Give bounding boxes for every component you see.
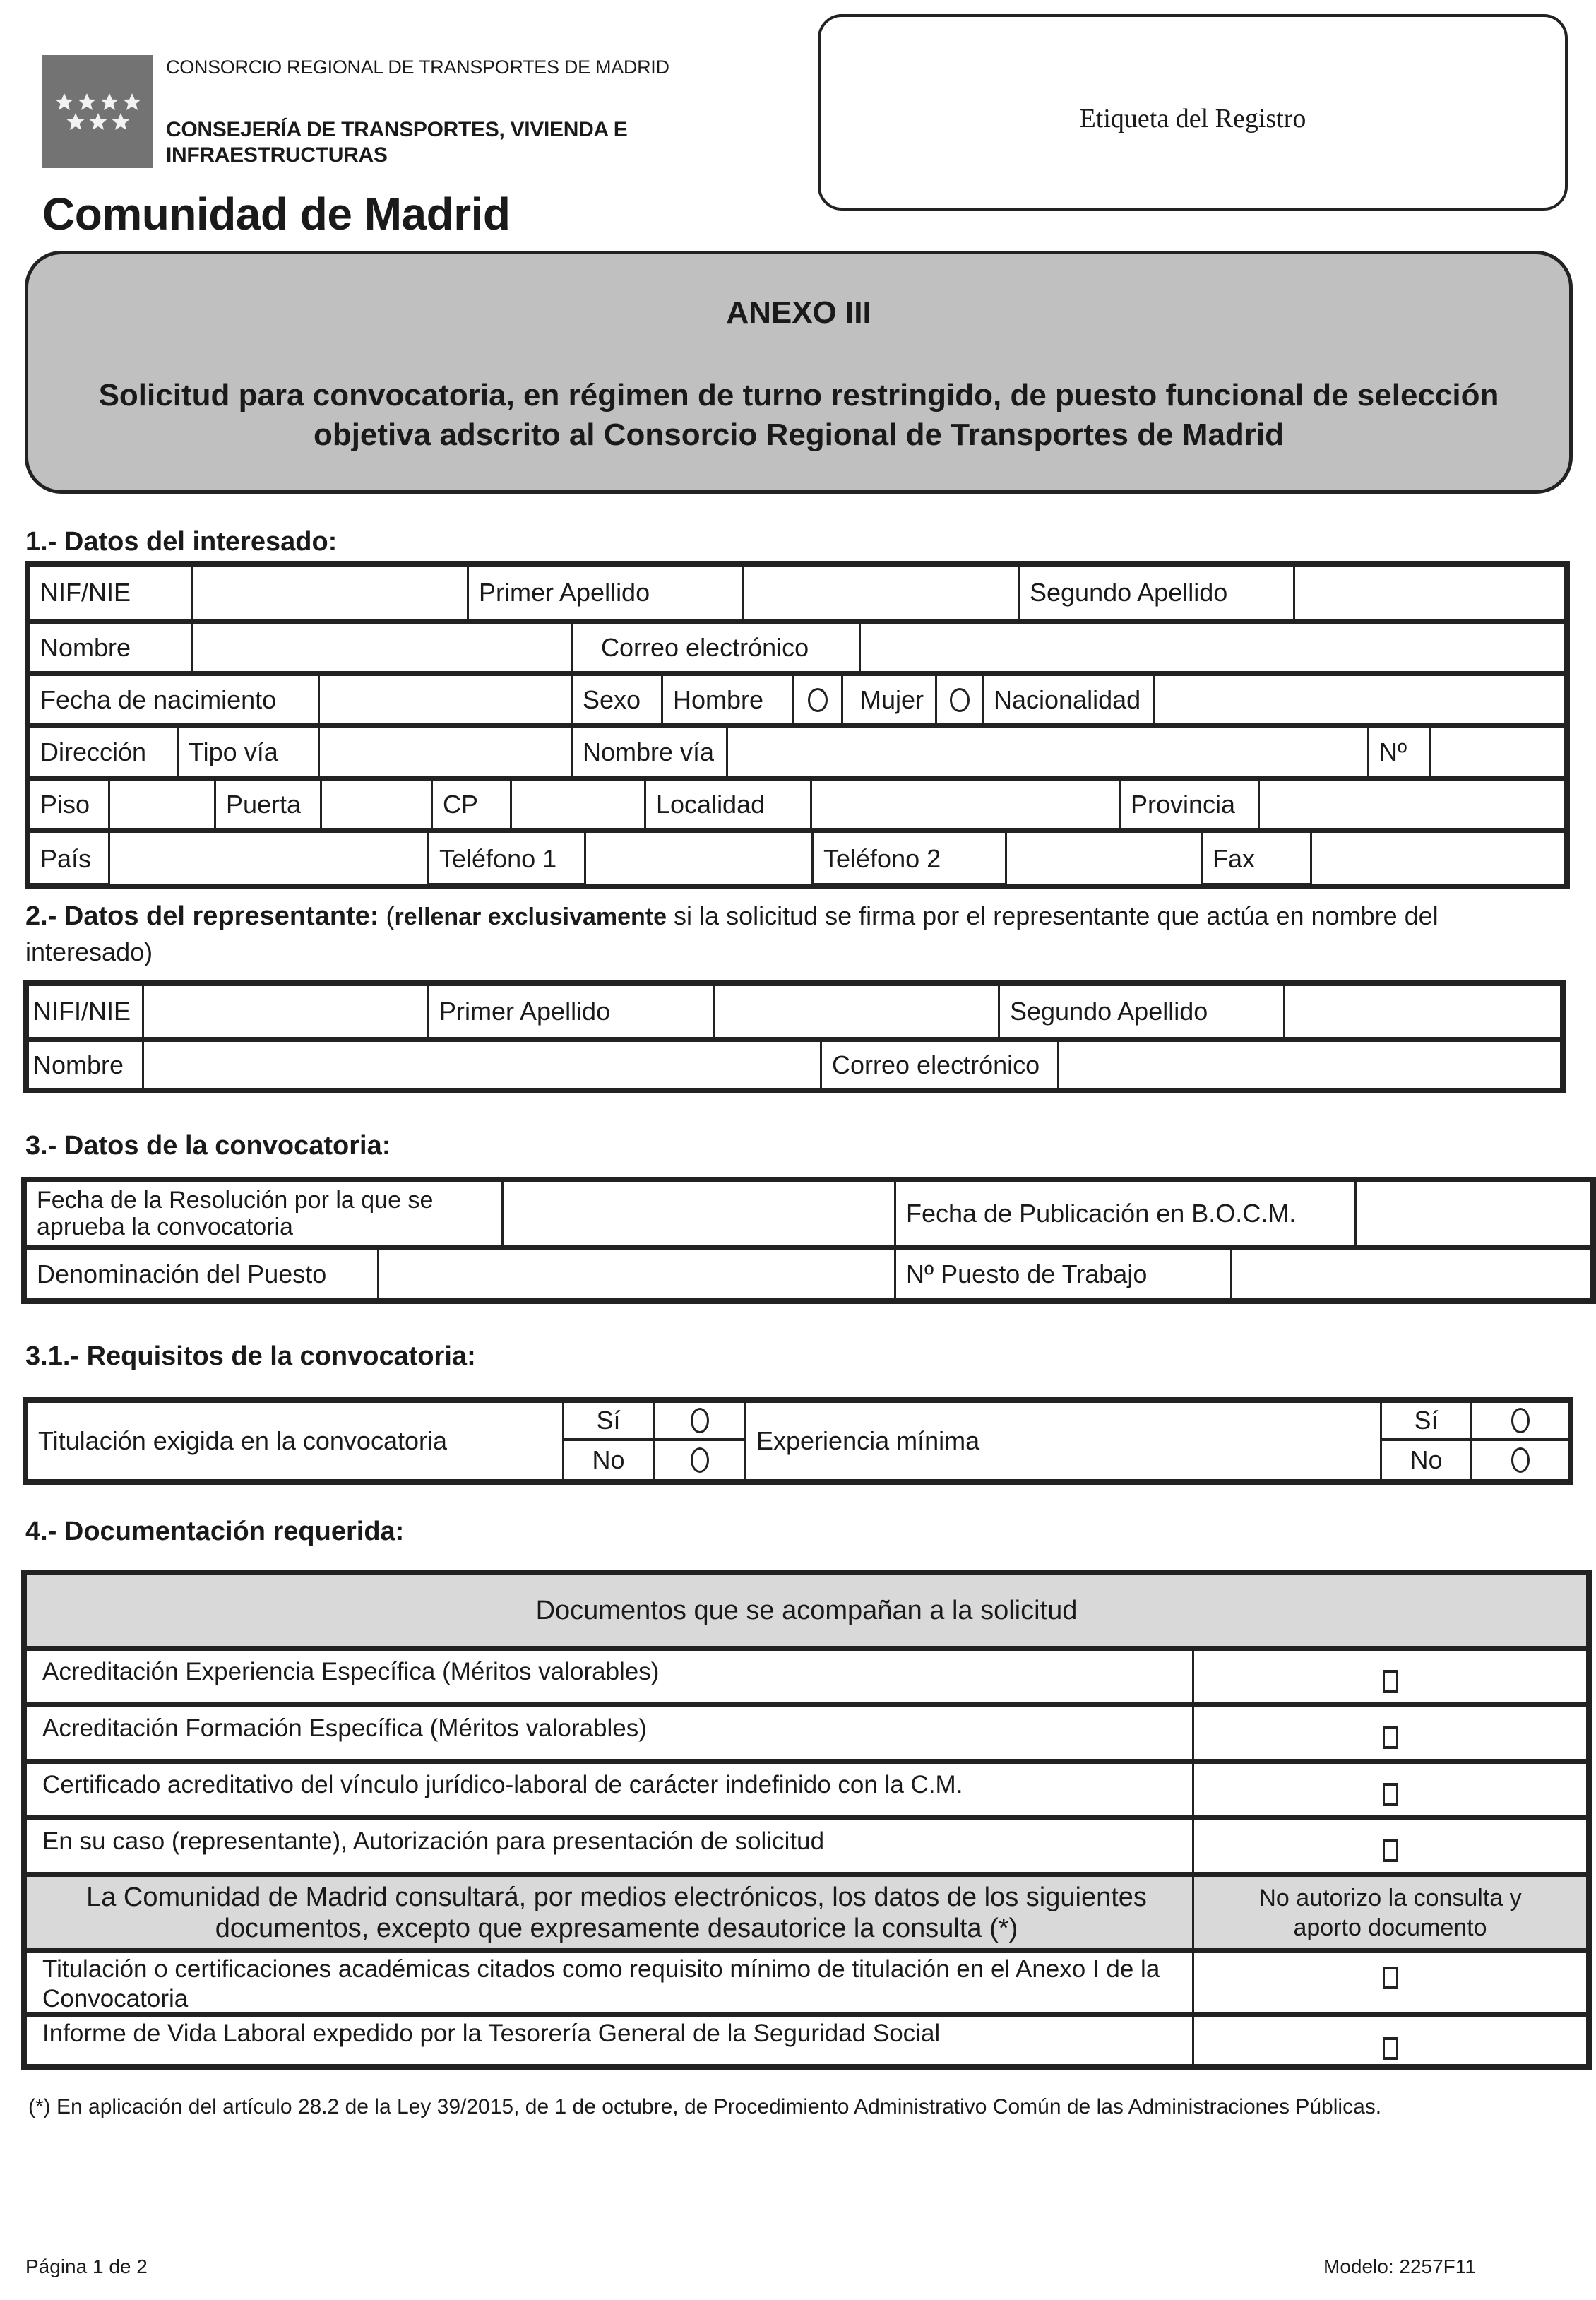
consult-column-header: No autorizo la consulta y aporto documento [1192, 1877, 1586, 1948]
nif-input[interactable] [191, 567, 467, 619]
section3-heading: 3.- Datos de la convocatoria: [25, 1131, 391, 1161]
titulacion-no-label: No [592, 1445, 625, 1474]
puerta-input[interactable] [320, 781, 431, 828]
hombre-label: Hombre [661, 676, 792, 723]
doc-label: Certificado acreditativo del vínculo jurídico-laboral de carácter indefinido con la C.M. [42, 1771, 963, 1798]
denominacion-label: Denominación del Puesto [37, 1259, 327, 1288]
numero-input[interactable] [1429, 728, 1564, 776]
telefono1-label: Teléfono 1 [427, 833, 584, 884]
fecha-nacimiento-label: Fecha de nacimiento [40, 684, 277, 714]
consult-doc-checkbox[interactable] [1192, 2017, 1586, 2065]
applicant-row-names [30, 567, 1564, 619]
doc-row [27, 1646, 1586, 1702]
pais-input[interactable] [108, 833, 427, 884]
telefono2-label: Teléfono 2 [811, 833, 1005, 884]
checkbox-icon [1383, 1967, 1398, 1989]
consult-doc-label: Titulación o certificaciones académicas citados como requisito mínimo de titulación en el Anexo I de la Convocatoria [42, 1955, 1160, 2013]
documents-table [21, 1570, 1592, 2070]
call-row-dates [27, 1182, 1590, 1245]
fecha-publicacion-input[interactable] [1354, 1182, 1590, 1245]
experiencia-no-label: No [1410, 1445, 1443, 1474]
titulacion-options-labels [562, 1403, 653, 1479]
tipo-via-label: Tipo vía [177, 728, 318, 776]
puerta-label: Puerta [214, 781, 320, 828]
stars-icon [52, 92, 144, 134]
hombre-radio[interactable] [792, 676, 841, 723]
annex-title: ANEXO III [726, 295, 871, 330]
page-number: Página 1 de 2 [25, 2255, 148, 2277]
checkbox-icon [1383, 1670, 1398, 1693]
correo-label: Correo electrónico [571, 624, 859, 671]
registry-label: Etiqueta del Registro [1079, 104, 1306, 134]
experiencia-options-radios [1470, 1403, 1568, 1479]
rep-nombre-input[interactable] [142, 1042, 820, 1088]
nombre-label: Nombre [40, 632, 131, 662]
call-row-position [27, 1245, 1590, 1298]
rep-nif-input[interactable] [142, 986, 427, 1037]
titulacion-si-radio[interactable] [655, 1403, 744, 1441]
consult-doc-label: Informe de Vida Laboral expedido por la Tesorería General de la Seguridad Social [42, 2020, 941, 2047]
doc-label: Acreditación Formación Específica (Méritos valorables) [42, 1714, 647, 1742]
primer-apellido-label: Primer Apellido [467, 567, 742, 619]
rep-segundo-apellido-label: Segundo Apellido [998, 986, 1283, 1037]
section4-heading: 4.- Documentación requerida: [25, 1517, 405, 1546]
denominacion-input[interactable] [377, 1250, 894, 1298]
consult-doc-row [27, 1948, 1586, 2012]
nacionalidad-input[interactable] [1153, 676, 1564, 723]
requirements-table [23, 1397, 1573, 1485]
checkbox-icon [1383, 2037, 1398, 2060]
sexo-label: Sexo [571, 676, 661, 723]
checkbox-icon [1383, 1839, 1398, 1862]
radio-circle-icon [1511, 1447, 1530, 1473]
model-number: Modelo: 2257F11 [1323, 2255, 1476, 2277]
applicant-row-phones [30, 828, 1564, 884]
experiencia-si-label: Sí [1382, 1403, 1470, 1441]
rep-nif-label: NIFI/NIE [33, 997, 131, 1026]
segundo-apellido-label: Segundo Apellido [1018, 567, 1293, 619]
segundo-apellido-input[interactable] [1293, 567, 1564, 619]
doc-checkbox[interactable] [1192, 1764, 1586, 1815]
doc-checkbox[interactable] [1192, 1707, 1586, 1759]
rep-nombre-label: Nombre [33, 1050, 124, 1079]
numero-puesto-label: Nº Puesto de Trabajo [894, 1250, 1230, 1298]
applicant-row-birth-sex [30, 671, 1564, 723]
numero-puesto-input[interactable] [1230, 1250, 1590, 1298]
piso-label: Piso [40, 789, 90, 819]
requirements-row [28, 1403, 1568, 1479]
nombre-via-input[interactable] [726, 728, 1367, 776]
titulacion-options-radios [653, 1403, 744, 1479]
tipo-via-input[interactable] [318, 728, 571, 776]
representative-data-table [23, 980, 1566, 1093]
telefono1-input[interactable] [584, 833, 811, 884]
applicant-data-table [25, 561, 1570, 889]
numero-label: Nº [1367, 728, 1429, 776]
community-title: Comunidad de Madrid [42, 189, 511, 239]
applicant-row-address [30, 723, 1564, 776]
fecha-resolucion-label: Fecha de la Resolución por la que se aprueba la convocatoria [37, 1187, 434, 1240]
consult-doc-row [27, 2012, 1586, 2065]
section2-note: si la solicitud se firma por el representante que actúa en nombre del interesado) [25, 901, 1439, 966]
section1-heading: 1.- Datos del interesado: [25, 527, 338, 557]
direccion-label: Dirección [40, 737, 147, 766]
fax-input[interactable] [1310, 833, 1564, 884]
rep-primer-apellido-label: Primer Apellido [427, 986, 713, 1037]
rep-primer-apellido-input[interactable] [713, 986, 998, 1037]
org-name-consorcio: CONSORCIO REGIONAL DE TRANSPORTES DE MADRID [166, 57, 669, 78]
experiencia-options-labels [1380, 1403, 1470, 1479]
radio-circle-icon [950, 688, 970, 712]
annex-subtitle: Solicitud para convocatoria, en régimen de turno restringido, de puesto funcional de selección objetiva adscrito al Consorcio Regional de Transportes de Madrid [98, 378, 1499, 452]
representative-row-contact [29, 1037, 1560, 1088]
nacionalidad-label: Nacionalidad [982, 676, 1153, 723]
cp-input[interactable] [510, 781, 644, 828]
experiencia-no-radio[interactable] [1472, 1441, 1568, 1479]
rep-segundo-apellido-input[interactable] [1283, 986, 1560, 1037]
provincia-label: Provincia [1119, 781, 1258, 828]
doc-checkbox[interactable] [1192, 1651, 1586, 1702]
titulacion-si-label: Sí [564, 1403, 653, 1441]
call-data-table [21, 1177, 1596, 1304]
org-name-consejeria: CONSEJERÍA DE TRANSPORTES, VIVIENDA E INFRAESTRUCTURAS [166, 118, 628, 167]
checkbox-icon [1383, 1783, 1398, 1806]
localidad-label: Localidad [644, 781, 810, 828]
registry-label-box [818, 14, 1568, 211]
pais-label: País [40, 843, 92, 873]
titulacion-label: Titulación exigida en la convocatoria [38, 1426, 448, 1455]
nif-label: NIF/NIE [40, 578, 131, 607]
section2-emphasis: rellenar exclusivamente [394, 903, 667, 930]
annex-title-box [25, 251, 1573, 494]
consult-header: La Comunidad de Madrid consultará, por medios electrónicos, los datos de los siguientes documentos, excepto que expresamente desautorice la consulta (*) [86, 1882, 1147, 1943]
nombre-via-label: Nombre vía [571, 728, 726, 776]
doc-row [27, 1702, 1586, 1759]
rep-correo-input[interactable] [1057, 1042, 1560, 1088]
telefono2-input[interactable] [1005, 833, 1201, 884]
correo-input[interactable] [859, 624, 1564, 671]
fecha-nacimiento-input[interactable] [318, 676, 571, 723]
provincia-input[interactable] [1258, 781, 1564, 828]
checkbox-icon [1383, 1726, 1398, 1749]
localidad-input[interactable] [810, 781, 1119, 828]
radio-circle-icon [808, 688, 828, 712]
radio-circle-icon [691, 1447, 709, 1473]
representative-row-names [29, 986, 1560, 1037]
doc-label: En su caso (representante), Autorización para presentación de solicitud [42, 1827, 825, 1855]
nombre-input[interactable] [191, 624, 571, 671]
applicant-row-contact [30, 619, 1564, 671]
doc-label: Acreditación Experiencia Específica (Méritos valorables) [42, 1658, 660, 1685]
doc-checkbox[interactable] [1192, 1820, 1586, 1872]
fax-label: Fax [1201, 833, 1310, 884]
fecha-resolucion-input[interactable] [501, 1182, 894, 1245]
section2-heading-title: 2.- Datos del representante: [25, 901, 379, 931]
section31-heading: 3.1.- Requisitos de la convocatoria: [25, 1341, 476, 1371]
mujer-radio[interactable] [935, 676, 982, 723]
consult-doc-checkbox[interactable] [1192, 1953, 1586, 2012]
cp-label: CP [431, 781, 510, 828]
titulacion-no-radio[interactable] [655, 1441, 744, 1479]
piso-input[interactable] [108, 781, 214, 828]
radio-circle-icon [691, 1408, 709, 1433]
applicant-row-location [30, 776, 1564, 828]
mujer-label: Mujer [841, 676, 935, 723]
experiencia-si-radio[interactable] [1472, 1403, 1568, 1441]
section2-heading: 2.- Datos del representante: (rellenar exclusivamente si la solicitud se firma por el representante que actúa en nombre del interesado) [25, 901, 1439, 966]
documents-header: Documentos que se acompañan a la solicitud [27, 1575, 1586, 1646]
fecha-publicacion-label: Fecha de Publicación en B.O.C.M. [894, 1182, 1354, 1245]
consult-header-row [27, 1872, 1586, 1948]
primer-apellido-input[interactable] [742, 567, 1018, 619]
footnote: (*) En aplicación del artículo 28.2 de la Ley 39/2015, de 1 de octubre, de Procedimiento Administrativo Común de las Administraciones Públicas. [28, 2095, 1382, 2118]
rep-correo-label: Correo electrónico [820, 1042, 1057, 1088]
radio-circle-icon [1511, 1408, 1530, 1433]
madrid-logo [42, 55, 153, 168]
doc-row [27, 1759, 1586, 1815]
experiencia-label: Experiencia mínima [744, 1403, 1380, 1479]
doc-row [27, 1815, 1586, 1872]
